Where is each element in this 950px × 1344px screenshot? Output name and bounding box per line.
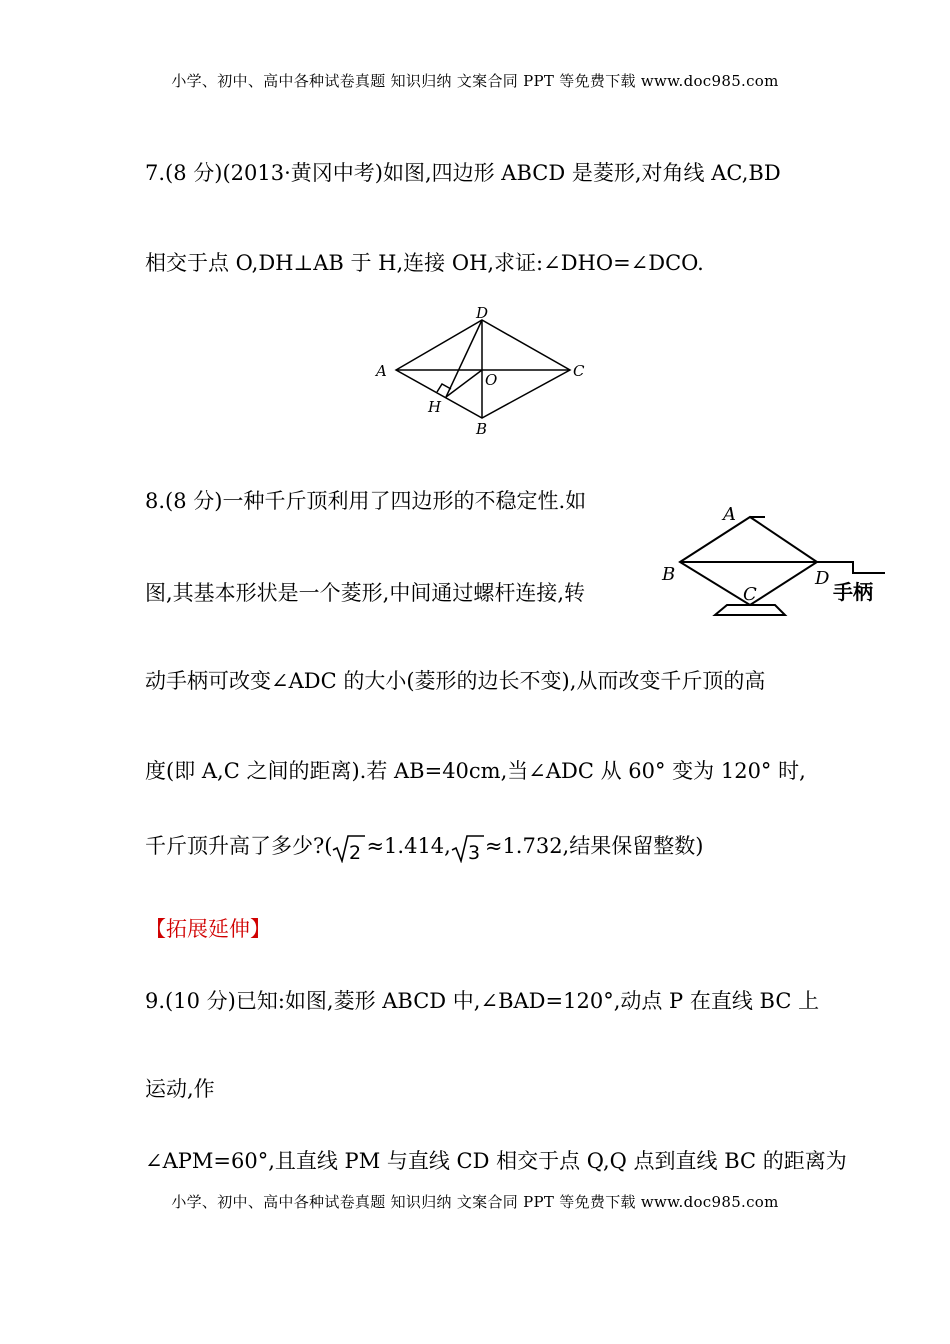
- q8-line-5-end: ≈1.732,结果保留整数): [484, 834, 704, 858]
- q8-jack-figure: [655, 500, 895, 625]
- label-o: O: [485, 371, 498, 389]
- segment-dh: [446, 320, 482, 397]
- sqrt-2-symbol: [332, 833, 366, 863]
- q9-line-1: 9.(10 分)已知:如图,菱形 ABCD 中,∠BAD=120°,动点 P 在直线 BC 上: [145, 989, 820, 1013]
- q8-line-4: 度(即 A,C 之间的距离).若 AB=40cm,当∠ADC 从 60° 变为 120° 时,: [145, 759, 806, 783]
- jack-base: [715, 605, 785, 615]
- q8-line-2: 图,其基本形状是一个菱形,中间通过螺杆连接,转: [145, 581, 586, 605]
- segment-oh: [446, 370, 482, 397]
- label-c: C: [573, 362, 585, 380]
- jack-label-d: D: [815, 568, 830, 589]
- q8-line-1: 8.(8 分)一种千斤顶利用了四边形的不稳定性.如: [145, 489, 587, 513]
- sqrt-3-symbol: [451, 833, 485, 863]
- q9-line-2: 运动,作: [145, 1077, 215, 1101]
- q9-line-3: ∠APM=60°,且直线 PM 与直线 CD 相交于点 Q,Q 点到直线 BC 的距离为: [145, 1149, 847, 1173]
- q8-line-5: [145, 830, 703, 863]
- rhombus-abcd: [396, 320, 570, 418]
- page-header: 小学、初中、高中各种试卷真题 知识归纳 文案合同 PPT 等免费下载 www.doc985.com: [171, 72, 779, 90]
- sqrt-2-radicand: 2: [349, 841, 362, 863]
- q8-line-5-start: 千斤顶升高了多少?(: [145, 834, 333, 858]
- label-a: A: [376, 362, 387, 380]
- label-d: D: [476, 304, 489, 322]
- q8-line-5-mid: ≈1.414,: [366, 834, 451, 858]
- q7-rhombus-figure: [370, 300, 600, 440]
- q7-line-2: 相交于点 O,DH⊥AB 于 H,连接 OH,求证:∠DHO=∠DCO.: [145, 251, 704, 275]
- label-b: B: [476, 420, 488, 438]
- page-footer: 小学、初中、高中各种试卷真题 知识归纳 文案合同 PPT 等免费下载 www.doc985.com: [171, 1193, 779, 1211]
- jack-label-a: A: [723, 504, 736, 525]
- section-title: 【拓展延伸】: [145, 917, 271, 941]
- jack-label-c: C: [743, 584, 757, 605]
- jack-label-b: B: [662, 564, 676, 585]
- jack-handle-label: 手柄: [833, 580, 873, 604]
- label-h: H: [428, 398, 442, 416]
- q7-line-1: 7.(8 分)(2013·黄冈中考)如图,四边形 ABCD 是菱形,对角线 AC,BD: [145, 161, 781, 185]
- sqrt-3-radicand: 3: [467, 841, 480, 863]
- q8-line-3: 动手柄可改变∠ADC 的大小(菱形的边长不变),从而改变千斤顶的高: [145, 669, 766, 693]
